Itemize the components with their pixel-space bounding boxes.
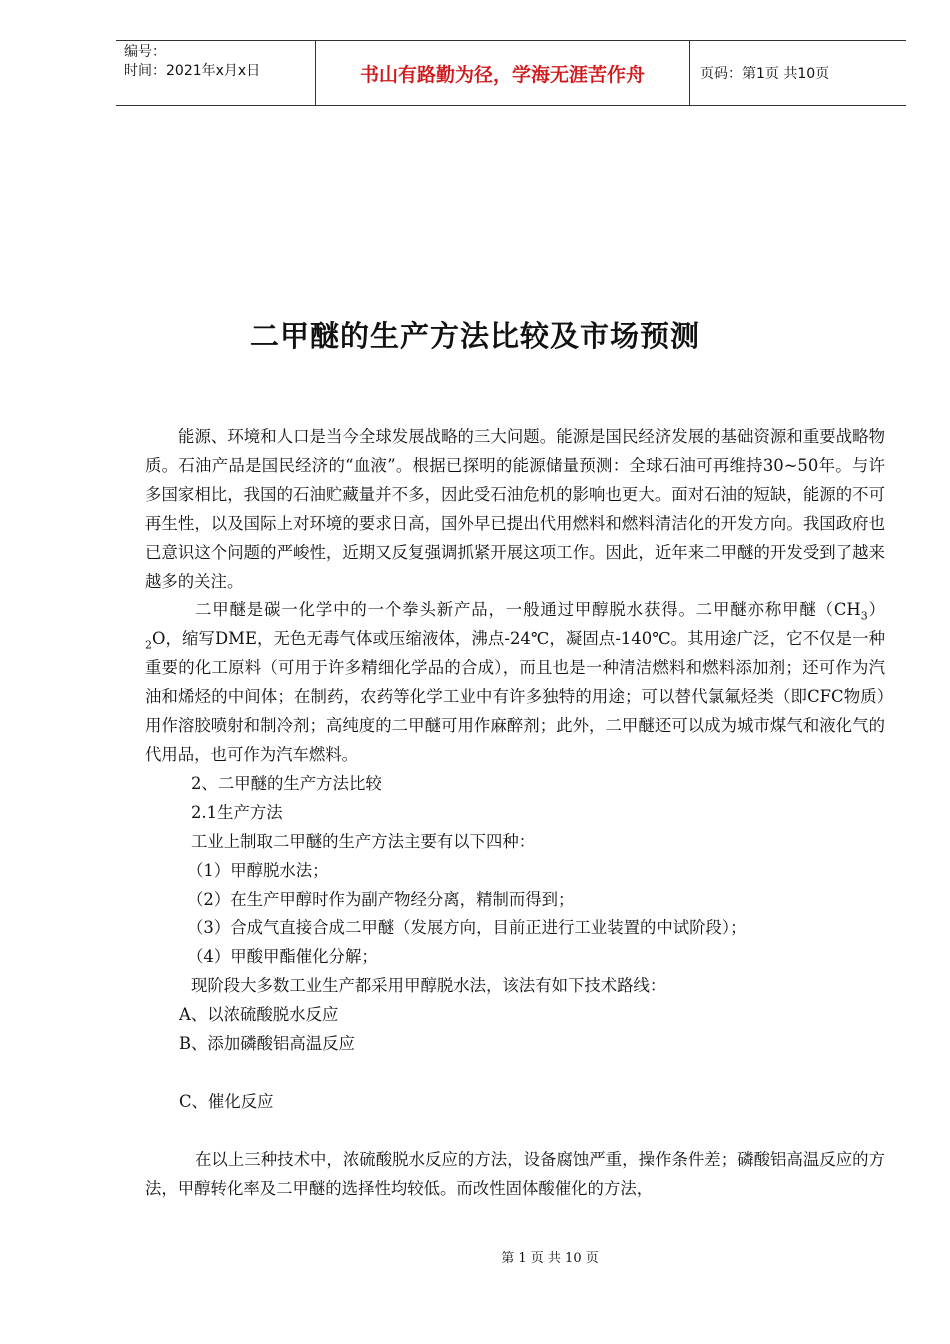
method-item-1: （1）甲醇脱水法；	[187, 860, 329, 880]
paragraph-energy: 能源、环境和人口是当今全球发展战略的三大问题。能源是国民经济发展的基础资源和重要战略物质。石油产品是国民经济的“血液”。根据已探明的能源储量预测：全球石油可再维持30~50年。与许多国家相比，我国的石油贮藏量并不多，因此受石油危机的影响也更大。面对石油的短缺，能源的不可再生性，以及国际上对环境的要求日高，国外早已提出代用燃料和燃料清洁化的开发方向。我国政府也已意识这个问题的严峻性，近期又反复强调抓紧开展这项工作。因此，近年来二甲醚的开发受到了越来越多的关注。	[145, 427, 885, 591]
page-header	[116, 40, 906, 106]
paragraph-dme-intro: 二甲醚是碳一化学中的一个拳头新产品，一般通过甲醇脱水获得。二甲醚亦称甲醚$(CH_3)_2O$，缩写DME，无色无毒气体或压缩液体，沸点-24℃，凝固点-140℃。其用途广泛，它不仅是一种重要的化工原料（可用于许多精细化学品的合成），而且也是一种清洁燃料和燃料添加剂；还可作为汽油和烯烃的中间体；在制药，农药等化学工业中有许多独特的用途；可以替代氯氟烃类（即CFC物质）用作溶胶喷射和制冷剂；高纯度的二甲醚可用作麻醉剂；此外，二甲醚还可以成为城市煤气和液化气的代用品，也可作为汽车燃料。	[145, 600, 886, 764]
page-footer: 第 1 页 共 10 页	[501, 1251, 599, 1266]
methods-intro: 工业上制取二甲醚的生产方法主要有以下四种：	[191, 831, 536, 851]
method-item-2: （2）在生产甲醇时作为副产物经分离，精制而得到；	[187, 889, 575, 909]
route-b: B、添加磷酸铝高温反应	[179, 1034, 355, 1054]
method-item-3: （3）合成气直接合成二甲醚（发展方向，目前正进行工业装置的中试阶段）；	[187, 918, 747, 938]
section-heading-2-1: 2.1生产方法	[191, 802, 283, 822]
header-meta	[116, 41, 316, 105]
route-a: A、以浓硫酸脱水反应	[179, 1005, 339, 1025]
document-number-label: 编号：	[124, 44, 166, 60]
header-page-info: 页码：第1页 共10页	[700, 66, 830, 82]
method-item-4: （4）甲酸甲酯催化分解；	[187, 947, 378, 967]
document-title: 二甲醚的生产方法比较及市场预测	[249, 319, 700, 353]
route-c: C、催化反应	[179, 1091, 274, 1111]
document-time: 时间：2021年x月x日	[124, 63, 261, 79]
paragraph-comparison: 在以上三种技术中，浓硫酸脱水反应的方法，设备腐蚀严重，操作条件差；磷酸铝高温反应的方法，甲醇转化率及二甲醚的选择性均较低。而改性固体酸催化的方法，	[145, 1149, 885, 1198]
routes-intro: 现阶段大多数工业生产都采用甲醇脱水法，该法有如下技术路线：	[191, 976, 667, 996]
document-body	[145, 423, 885, 1203]
header-motto: 书山有路勤为径，学海无涯苦作舟	[316, 41, 690, 105]
section-heading-2: 2、二甲醚的生产方法比较	[191, 773, 382, 793]
